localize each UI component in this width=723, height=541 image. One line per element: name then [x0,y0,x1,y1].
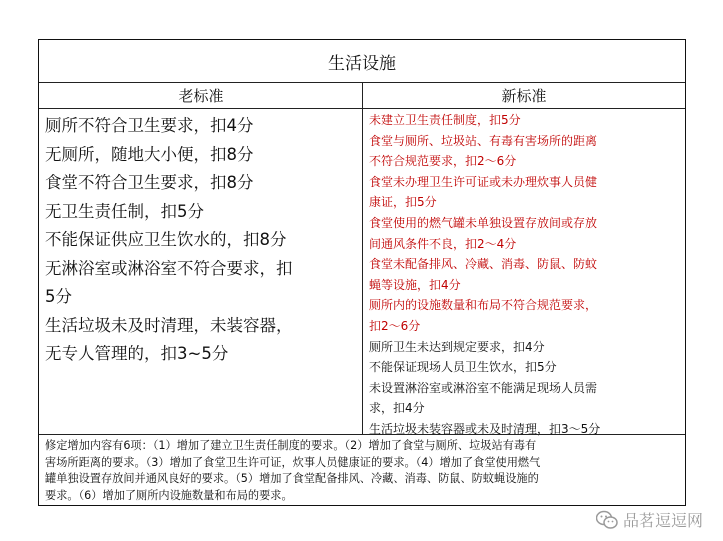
header-old-standard: 老标准 [178,86,224,105]
new-standard-line: 食堂与厕所、垃圾站、有毒有害场所的距离 [369,133,598,148]
header-new-standard: 新标准 [501,86,547,105]
new-standard-line: 食堂使用的燃气罐未单独设置存放间或存放 [369,215,598,230]
old-standard-column [45,112,355,369]
old-standard-line: 无卫生责任制，扣5分 [45,201,204,221]
new-standard-line: 求，扣4分 [369,401,425,416]
new-standard-line: 扣2～6分 [369,318,421,333]
new-standard-line: 生活垃圾未装容器或未及时清理，扣3～5分 [369,421,601,436]
old-standard-line: 无淋浴室或淋浴室不符合要求，扣 [45,258,293,278]
revision-note-line: 要求。（6）增加了厕所内设施数量和布局的要求。 [45,488,293,502]
new-standard-line: 间通风条件不良，扣2～4分 [369,236,517,251]
old-standard-line: 5分 [45,287,72,306]
old-standard-line: 无厕所，随地大小便，扣8分 [45,144,254,164]
column-divider [362,82,363,434]
new-standard-line: 食堂未办理卫生许可证或未办理炊事人员健 [369,174,598,189]
revision-note-line: 修定增加内容有6项：（1）增加了建立卫生责任制度的要求。（2）增加了食堂与厕所、垃圾站有毒有 [45,439,537,452]
new-standard-line: 未建立卫生责任制度，扣5分 [369,113,521,127]
new-standard-line: 未设置淋浴室或淋浴室不能满足现场人员需 [369,380,598,395]
new-standard-line: 不符合规范要求，扣2～6分 [369,154,517,169]
watermark [596,508,703,531]
standards-table [38,39,686,506]
new-standard-line: 康证，扣5分 [369,195,437,210]
old-standard-line: 无专人管理的，扣3~5分 [45,344,229,363]
watermark-text: 品茗逗逗网 [622,511,703,530]
old-standard-line: 食堂不符合卫生要求，扣8分 [45,173,254,192]
new-standard-line: 食堂未配备排风、冷藏、消毒、防鼠、防蚊 [369,257,598,272]
new-standard-line: 厕所卫生未达到规定要求，扣4分 [369,339,545,354]
table-title: 生活设施 [39,40,685,83]
new-standard-line: 不能保证现场人员卫生饮水，扣5分 [369,360,557,375]
new-standard-line: 蝇等设施，扣4分 [369,277,461,292]
old-standard-line: 厕所不符合卫生要求，扣4分 [45,116,254,135]
revision-notes [39,434,685,505]
new-standard-column [369,110,681,440]
old-standard-line: 不能保证供应卫生饮水的，扣8分 [45,230,287,249]
revision-note-line: 罐单独设置存放间并通风良好的要求。（5）增加了食堂配备排风、冷藏、消毒、防鼠、防蚊蝇设施的 [45,472,539,485]
revision-note-line: 害场所距离的要求。（3）增加了食堂卫生许可证，炊事人员健康证的要求。（4）增加了食堂使用燃气 [45,455,541,469]
old-standard-line: 生活垃圾未及时清理，未装容器， [45,315,293,335]
wechat-icon [596,510,618,530]
new-standard-line: 厕所内的设施数量和布局不符合规范要求， [369,298,598,313]
